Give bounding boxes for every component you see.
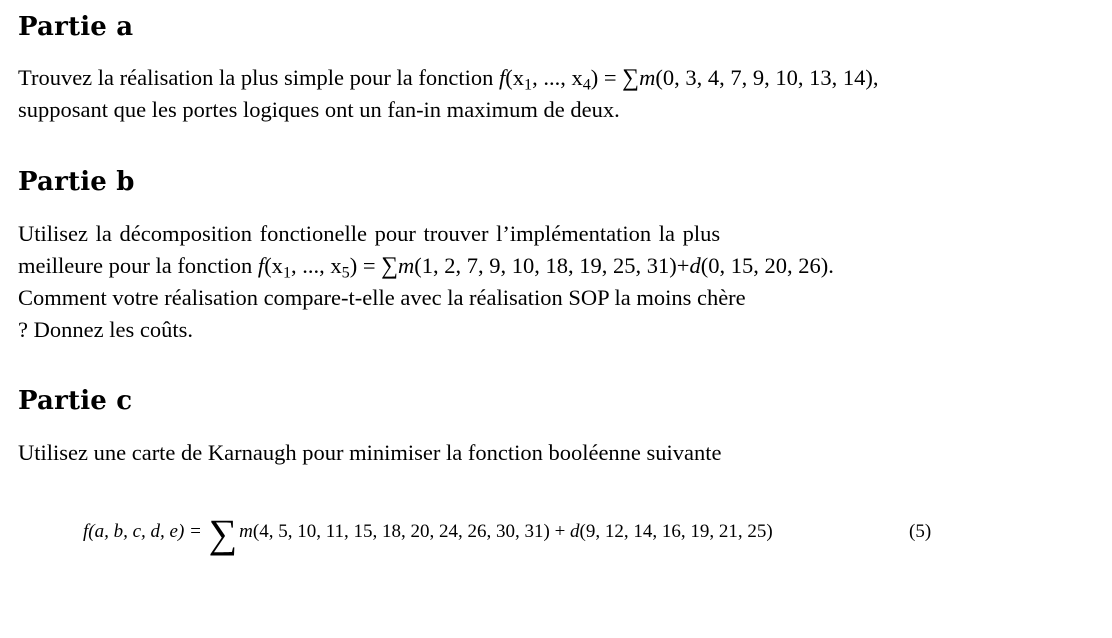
section-a-line-2: supposant que les portes logiques ont un fan-in maximum de deux.	[18, 97, 620, 122]
section-a-line-1	[18, 62, 878, 94]
section-title-a: Partie a	[18, 12, 134, 42]
equation-5: f(a, b, c, d, e) = ∑ m(4, 5, 10, 11, 15, 18, 20, 24, 26, 30, 31) + d(9, 12, 14, 16, 19, 21, 25)	[83, 511, 773, 556]
section-a-intro-text: Trouvez la réalisation la plus simple pour la fonction	[18, 65, 499, 90]
section-title-b: Partie b	[18, 167, 135, 197]
equation-minterms: (4, 5, 10, 11, 15, 18, 20, 24, 26, 30, 31)	[252, 521, 550, 542]
section-b-line-1: Utilisez la décomposition fonctionelle pour trouver l’implémentation la plus	[18, 221, 721, 246]
section-c-line-1: Utilisez une carte de Karnaugh pour minimiser la fonction booléenne suivante	[18, 440, 722, 465]
section-a-formula: $f(x_1$, ..., $x_4) = \sum m(0$, 3, 4, 7, 9, 10, 13, 14),	[499, 65, 879, 90]
section-b-line-4: ? Donnez les coûts.	[18, 317, 193, 342]
sum-symbol-b: ∑	[381, 252, 399, 280]
equation-dontcares: (9, 12, 14, 16, 19, 21, 25)	[579, 521, 773, 542]
equation-plus: +	[549, 521, 571, 542]
section-a-paragraph	[18, 62, 878, 126]
equation-number: (5)	[909, 521, 932, 542]
equation-minterm-label: m	[239, 521, 253, 542]
equation-lhs: f(a, b, c, d, e) =	[83, 521, 207, 542]
section-b-intro-text: meilleure pour la fonction	[18, 253, 258, 278]
equation-dontcare-label: d	[570, 521, 580, 542]
sum-symbol-a: ∑	[622, 64, 640, 92]
section-c-paragraph	[18, 437, 722, 469]
section-b-formula: $f(x_1$, ..., $x_5) = \sum m(1$, 2, 7, 9, 10, 18, 19, 25, 31)+d(0, 15, 20, 26).	[258, 253, 834, 278]
section-b-line-2	[18, 250, 834, 282]
section-b-line-3: Comment votre réalisation compare-t-elle avec la réalisation SOP la moins chère	[18, 285, 746, 310]
section-title-c: Partie c	[18, 386, 133, 416]
section-b-paragraph	[18, 218, 834, 346]
